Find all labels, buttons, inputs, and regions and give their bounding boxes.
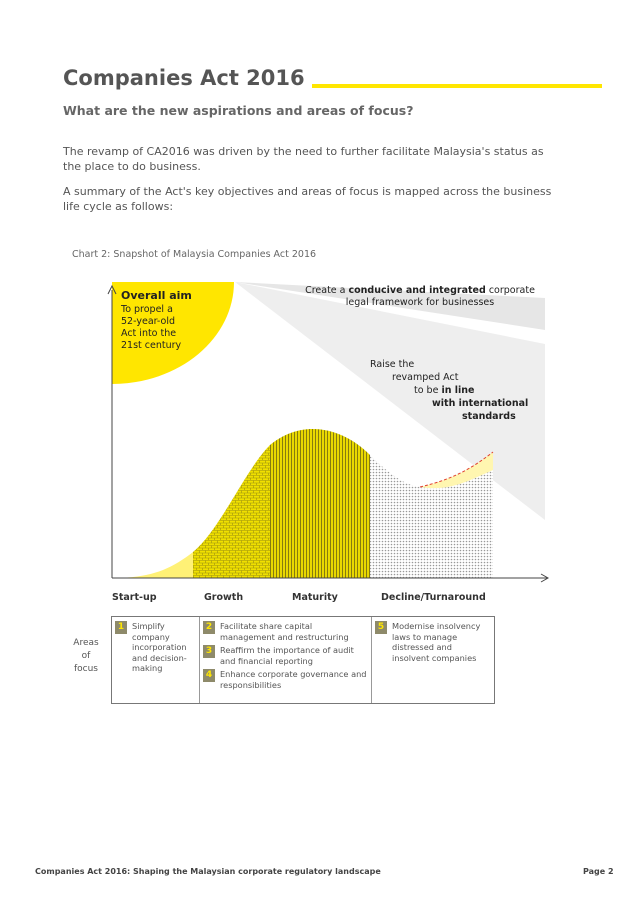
areas-label-line-3: focus bbox=[73, 664, 99, 674]
focus-item-text: Simplify company incorporation and decision-making bbox=[132, 621, 187, 673]
growth-area bbox=[193, 445, 270, 578]
stage-growth: Growth bbox=[204, 592, 244, 603]
areas-label-line-2: of bbox=[81, 651, 91, 661]
goal2-line-2: revamped Act bbox=[392, 372, 459, 383]
startup-area bbox=[112, 552, 193, 578]
focus-item bbox=[375, 621, 491, 663]
footer-page-number: Page 2 bbox=[583, 867, 614, 876]
focus-column-growth-maturity bbox=[200, 617, 372, 703]
overall-aim-text bbox=[121, 290, 192, 352]
areas-of-focus-table bbox=[111, 616, 495, 704]
goal1-text-bold: conducive and integrated bbox=[348, 285, 486, 296]
focus-item-text: Enhance corporate governance and responsibilities bbox=[220, 669, 367, 690]
goal-international-standards bbox=[370, 358, 528, 423]
goal2-line-5: standards bbox=[462, 411, 516, 422]
focus-item bbox=[203, 669, 368, 690]
goal-conducive-framework bbox=[300, 285, 540, 309]
goal2-line-3-text: to be bbox=[414, 385, 442, 396]
stage-startup: Start-up bbox=[112, 592, 157, 603]
goal2-line-1: Raise the bbox=[370, 359, 415, 370]
areas-of-focus-label bbox=[66, 637, 106, 676]
goal2-line-3 bbox=[370, 384, 528, 397]
goal2-line-4: with international bbox=[432, 398, 529, 409]
areas-label-line-1: Areas bbox=[73, 638, 99, 648]
focus-item bbox=[203, 621, 368, 642]
intro-paragraph-2: A summary of the Act's key objectives and areas of focus is mapped across the business life cycle as follows: bbox=[63, 185, 552, 213]
goal1-text-after: corporate legal framework for businesses bbox=[345, 285, 535, 308]
focus-number-badge: 1 bbox=[115, 621, 127, 634]
overall-aim-line-1: To propel a bbox=[121, 304, 173, 315]
focus-column-startup bbox=[112, 617, 200, 703]
goal1-text-before: Create a bbox=[305, 285, 349, 296]
focus-item-text: Modernise insolvency laws to manage distressed and insolvent companies bbox=[392, 621, 481, 663]
focus-item bbox=[115, 621, 196, 674]
overall-aim-title: Overall aim bbox=[121, 289, 192, 302]
stage-decline-turnaround: Decline/Turnaround bbox=[381, 592, 486, 603]
stage-maturity: Maturity bbox=[292, 592, 338, 603]
overall-aim-line-2: 52-year-old bbox=[121, 316, 176, 327]
focus-number-badge: 5 bbox=[375, 621, 387, 634]
page-subtitle: What are the new aspirations and areas of focus? bbox=[63, 103, 414, 118]
page-title: Companies Act 2016 bbox=[63, 66, 305, 90]
focus-item bbox=[203, 645, 368, 666]
overall-aim-line-3: Act into the bbox=[121, 328, 177, 339]
focus-number-badge: 4 bbox=[203, 669, 215, 682]
focus-item-text: Reaffirm the importance of audit and financial reporting bbox=[220, 645, 354, 666]
focus-column-decline bbox=[372, 617, 494, 703]
focus-item-text: Facilitate share capital management and restructuring bbox=[220, 621, 349, 642]
maturity-area bbox=[270, 429, 370, 578]
overall-aim-line-4: 21st century bbox=[121, 340, 182, 351]
footer-document-title: Companies Act 2016: Shaping the Malaysian corporate regulatory landscape bbox=[35, 867, 381, 876]
chart-caption: Chart 2: Snapshot of Malaysia Companies Act 2016 bbox=[72, 249, 317, 260]
intro-paragraph-1: The revamp of CA2016 was driven by the need to further facilitate Malaysia's status as the place to do business. bbox=[63, 145, 544, 173]
focus-number-badge: 3 bbox=[203, 645, 215, 658]
goal2-line-3-bold: in line bbox=[441, 385, 475, 396]
focus-number-badge: 2 bbox=[203, 621, 215, 634]
